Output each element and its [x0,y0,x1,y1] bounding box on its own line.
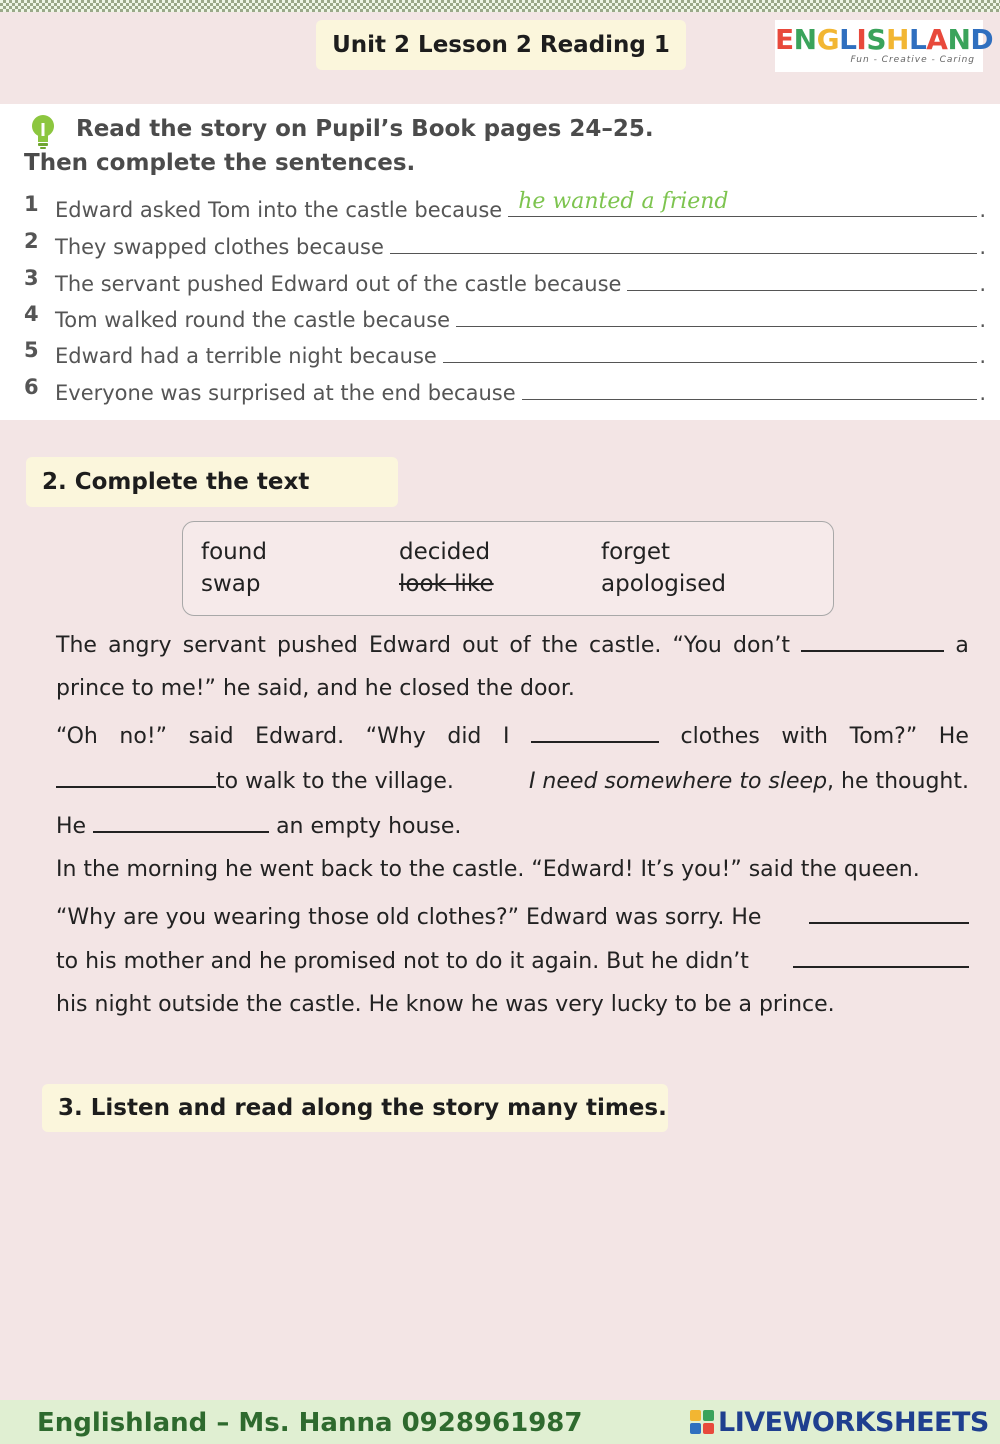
period: . [979,344,986,368]
line-text: an empty house. [276,814,462,839]
text-line [56,766,969,796]
word-bank-item: decided [399,539,491,565]
word: He [56,814,87,839]
text-line [56,721,969,751]
word: don’t [733,633,791,658]
line-text: to walk to the village. [216,769,454,794]
line-text: prince to me!” he said, and he closed the door. [56,676,575,701]
word-bank-item: apologised [601,571,726,597]
gap-field-2[interactable] [531,721,659,743]
answer-text: he wanted a friend [518,189,729,214]
text-line [56,946,969,976]
logo-letter: L [839,23,857,56]
answer-field[interactable] [390,229,977,254]
section-2-heading-text: 2. Complete the text [42,469,310,495]
word-bank-item-used: look like [399,571,494,597]
text-line [56,857,969,887]
line-text: his night outside the castle. He know he was very lucky to be a prince. [56,992,835,1017]
question-number: 2 [24,229,39,253]
section-3-heading-text: 3. Listen and read along the story many times. [58,1095,667,1121]
line-text: “Why are you wearing those old clothes?” Edward was sorry. He [56,905,762,930]
text-line [56,902,969,932]
section-3-heading [42,1084,668,1132]
period: . [979,235,986,259]
question-number: 3 [24,266,39,290]
line-text [454,769,969,794]
question-number: 1 [24,192,39,216]
decorative-top-border [0,0,1000,12]
text-line [56,676,969,706]
question-number: 6 [24,375,39,399]
liveworksheets-wordmark: LIVEWORKSHEETS [718,1406,989,1438]
question-text: Edward asked Tom into the castle because [55,198,503,222]
question-row [0,302,1000,332]
logo-letter: H [886,23,909,56]
question-text: Tom walked round the castle because [55,308,451,332]
logo-letter: D [970,23,994,56]
period: . [979,308,986,332]
word: Edward [369,633,451,658]
answer-field[interactable] [443,338,977,363]
word: with [781,724,829,749]
word-bank-item: found [201,539,267,565]
logo-tagline: Fun - Creative - Caring [850,55,975,65]
page-title [316,20,686,70]
text-line [56,630,969,660]
word: out [462,633,499,658]
question-row [0,375,1000,405]
answer-field[interactable] [627,266,977,291]
word: “Why [365,724,426,749]
gap-field-1[interactable] [801,630,944,652]
word-bank-item: forget [601,539,670,565]
word: “Oh [56,724,98,749]
gap-field-6[interactable] [793,946,969,968]
gap-field-3[interactable] [56,766,216,788]
question-row [0,229,1000,259]
logo-letter: G [816,23,840,56]
lightbulb-icon [29,114,57,150]
word: clothes [680,724,760,749]
text-line [56,811,969,841]
question-row [0,266,1000,296]
answer-field[interactable] [522,375,978,400]
question-text: Edward had a terrible night because [55,344,437,368]
text-line [56,992,969,1022]
word: Tom?” [849,724,918,749]
answer-field[interactable] [456,302,977,327]
footer [0,1400,1000,1444]
answer-field[interactable] [508,189,977,217]
gap-field-4[interactable] [93,811,269,833]
word: castle. [589,633,662,658]
line-text: In the morning he went back to the castle. “Edward! It’s you!” said the queen. [56,857,920,882]
section-2-heading [26,457,398,507]
word: The [56,633,97,658]
logo-letter: L [908,23,927,56]
word: He [938,724,969,749]
logo-letter: A [926,23,948,56]
page-title-text: Unit 2 Lesson 2 Reading 1 [332,32,670,58]
instruction-line-2: Then complete the sentences. [24,150,416,176]
word: the [541,633,578,658]
logo-letter: E [775,23,794,56]
question-text: They swapped clothes because [55,235,384,259]
word-bank-item: swap [201,571,261,597]
liveworksheets-logo [690,1406,989,1438]
word: “You [672,633,722,658]
word: servant [182,633,266,658]
word: no!” [119,724,168,749]
word: Edward. [255,724,345,749]
period: . [979,381,986,405]
question-row [0,338,1000,368]
line-text: to his mother and he promised not to do it again. But he didn’t [56,949,749,974]
word: of [509,633,531,658]
logo-letter: N [947,23,971,56]
word: a [955,633,969,658]
question-number: 4 [24,302,39,326]
footer-credit: Englishland – Ms. Hanna 0928961987 [37,1408,583,1438]
word: said [188,724,234,749]
question-row [0,189,1000,222]
englishland-logo [775,20,994,72]
instruction-line-1: Read the story on Pupil’s Book pages 24–25. [76,116,654,142]
word: I [502,724,510,749]
liveworksheets-icon [690,1410,714,1434]
word: angry [108,633,172,658]
word: did [447,724,482,749]
thought-text: I need somewhere to sleep [528,769,828,794]
gap-field-5[interactable] [809,902,969,924]
logo-word [775,23,994,56]
question-text: The servant pushed Edward out of the castle because [55,272,622,296]
period: . [979,272,986,296]
question-number: 5 [24,338,39,362]
word-bank [182,521,834,616]
period: . [979,198,986,222]
word: pushed [277,633,358,658]
line-text: , he thought. [827,769,969,794]
question-text: Everyone was surprised at the end because [55,381,516,405]
logo-letter: S [866,23,886,56]
logo-letter: N [793,23,817,56]
logo-letter: I [856,23,867,56]
